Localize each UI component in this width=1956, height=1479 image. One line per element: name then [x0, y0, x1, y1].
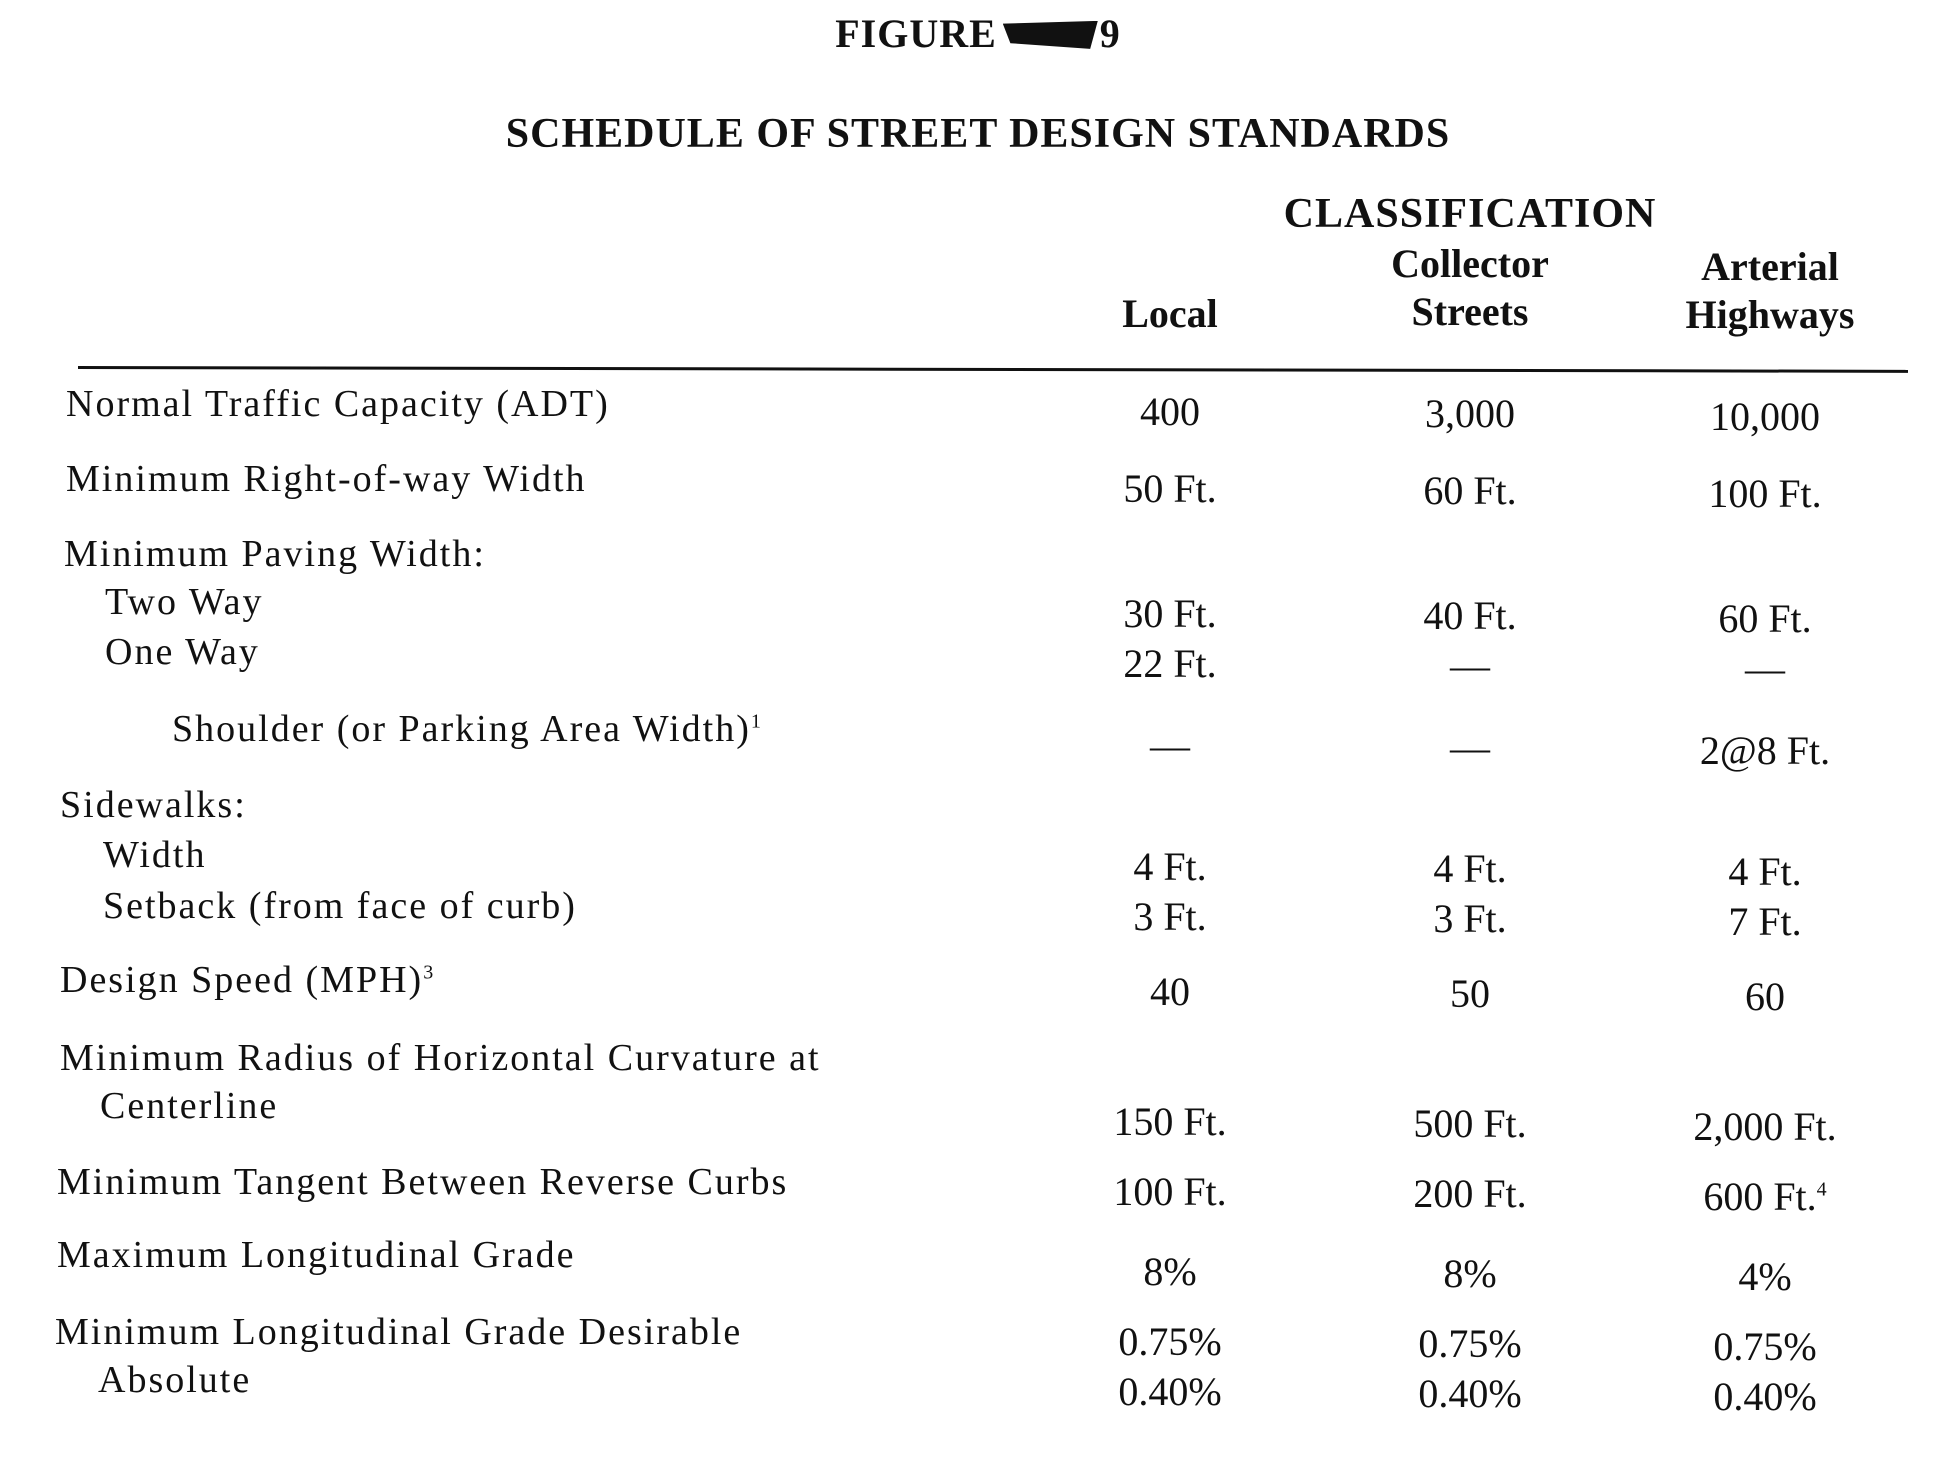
cell-collector: [1320, 970, 1620, 1017]
row-label: [60, 958, 435, 1002]
cell-value: 600 Ft.: [1703, 1174, 1817, 1219]
column-header-arterial: [1620, 243, 1920, 339]
cell-collector: [1320, 1170, 1620, 1217]
cell-collector: [1320, 1250, 1620, 1297]
cell-local: [1020, 1368, 1320, 1415]
cell-local: [1020, 722, 1320, 769]
cell-value: 3 Ft.: [1433, 896, 1507, 941]
cell-value: 0.75%: [1418, 1321, 1522, 1366]
cell-value: 150 Ft.: [1113, 1099, 1227, 1144]
cell-value: 40 Ft.: [1423, 593, 1517, 638]
cell-collector: [1320, 724, 1620, 771]
cell-value: —: [1450, 643, 1490, 688]
cell-collector: [1320, 592, 1620, 639]
row-label-text: Centerline: [100, 1085, 279, 1127]
redaction-mark: [1003, 21, 1098, 49]
column-header-local-line: Local: [1122, 291, 1218, 336]
cell-collector: [1320, 390, 1620, 437]
cell-collector: [1320, 1370, 1620, 1417]
header-divider: [78, 366, 1908, 373]
cell-local: [1020, 1098, 1320, 1145]
cell-value: 30 Ft.: [1123, 591, 1217, 636]
row-label-text: Absolute: [98, 1359, 252, 1401]
cell-local: [1020, 590, 1320, 637]
cell-value: 50 Ft.: [1123, 466, 1217, 511]
row-label: [57, 1233, 575, 1277]
row-label: [57, 1160, 788, 1204]
cell-local: [1020, 1248, 1320, 1295]
row-label: [103, 884, 577, 928]
row-label-text: Minimum Right-of-way Width: [66, 458, 587, 500]
cell-value: —: [1745, 646, 1785, 691]
row-label-text: Two Way: [105, 581, 264, 623]
cell-value: 3,000: [1425, 391, 1515, 436]
cell-value: 8%: [1443, 1251, 1497, 1296]
figure-label: [0, 10, 1956, 57]
cell-arterial: [1615, 1103, 1915, 1150]
cell-value: —: [1450, 725, 1490, 770]
row-label: [172, 707, 763, 751]
cell-value: 100 Ft.: [1708, 471, 1822, 516]
row-label-text: Minimum Radius of Horizontal Curvature at: [60, 1037, 821, 1079]
cell-collector: [1320, 1320, 1620, 1367]
column-header-collector-line-1: Collector: [1391, 241, 1549, 286]
cell-value: 500 Ft.: [1413, 1101, 1527, 1146]
cell-value: 60 Ft.: [1423, 468, 1517, 513]
cell-collector: [1320, 1100, 1620, 1147]
cell-value: 0.75%: [1118, 1319, 1222, 1364]
cell-value: 2,000 Ft.: [1693, 1104, 1837, 1149]
cell-arterial: [1615, 973, 1915, 1020]
row-label: [60, 1036, 821, 1080]
cell-value: 2@8 Ft.: [1699, 728, 1831, 773]
column-header-collector: [1320, 240, 1620, 336]
row-label-text: Maximum Longitudinal Grade: [57, 1234, 576, 1276]
cell-arterial: [1615, 595, 1915, 642]
cell-value: 0.40%: [1713, 1374, 1817, 1419]
cell-value: 8%: [1143, 1249, 1197, 1294]
cell-value: —: [1150, 723, 1190, 768]
cell-arterial: [1615, 470, 1915, 517]
cell-value: 200 Ft.: [1413, 1171, 1527, 1216]
row-label-text: Minimum Longitudinal Grade Desirable: [55, 1311, 743, 1353]
cell-value: 100 Ft.: [1113, 1169, 1227, 1214]
cell-local: [1020, 843, 1320, 890]
cell-value: 22 Ft.: [1123, 641, 1217, 686]
row-label-text: Minimum Tangent Between Reverse Curbs: [57, 1161, 789, 1203]
row-label-text: Minimum Paving Width:: [64, 533, 486, 575]
cell-collector: [1320, 895, 1620, 942]
row-label-text: Sidewalks:: [60, 784, 247, 826]
row-label-text: Design Speed (MPH): [60, 959, 424, 1001]
cell-arterial: [1615, 393, 1915, 440]
cell-value: 60 Ft.: [1718, 596, 1812, 641]
cell-collector: [1320, 845, 1620, 892]
cell-arterial: [1615, 898, 1915, 945]
cell-value: 40: [1150, 969, 1190, 1014]
row-label-text: Setback (from face of curb): [103, 885, 577, 927]
row-label: [105, 630, 260, 674]
row-label: [105, 580, 264, 624]
cell-arterial: [1615, 1173, 1915, 1220]
cell-arterial: [1615, 1373, 1915, 1420]
row-label-text: Shoulder (or Parking Area Width): [172, 708, 751, 750]
cell-value: 4 Ft.: [1133, 844, 1207, 889]
cell-local: [1020, 640, 1320, 687]
cell-local: [1020, 465, 1320, 512]
cell-value: 0.40%: [1418, 1371, 1522, 1416]
figure-number: 9: [1099, 11, 1121, 56]
cell-local: [1020, 1168, 1320, 1215]
cell-arterial: [1615, 848, 1915, 895]
row-label: [66, 457, 587, 501]
cell-arterial: [1615, 645, 1915, 692]
row-label-text: Width: [103, 834, 207, 876]
cell-value: 0.75%: [1713, 1324, 1817, 1369]
figure-label-text: FIGURE: [835, 11, 997, 56]
cell-value: 400: [1140, 389, 1200, 434]
cell-value: 0.40%: [1118, 1369, 1222, 1414]
cell-collector: [1320, 467, 1620, 514]
row-label-text: One Way: [105, 631, 260, 673]
cell-value: 4%: [1738, 1254, 1792, 1299]
row-label: [100, 1084, 278, 1128]
footnote-marker: 1: [750, 710, 763, 733]
cell-collector: [1320, 642, 1620, 689]
cell-value: 4 Ft.: [1433, 846, 1507, 891]
row-label: [66, 382, 610, 426]
cell-value: 50: [1450, 971, 1490, 1016]
cell-value: 4 Ft.: [1728, 849, 1802, 894]
row-label: [103, 833, 206, 877]
cell-arterial: [1615, 727, 1915, 774]
cell-local: [1020, 1318, 1320, 1365]
column-header-collector-line-2: Streets: [1411, 289, 1529, 334]
cell-value: 60: [1745, 974, 1785, 1019]
cell-value: 10,000: [1710, 394, 1820, 439]
column-header-arterial-line-1: Arterial: [1701, 244, 1839, 289]
cell-value: 7 Ft.: [1728, 899, 1802, 944]
cell-local: [1020, 388, 1320, 435]
row-label-text: Normal Traffic Capacity (ADT): [66, 383, 610, 425]
column-header-arterial-line-2: Highways: [1685, 292, 1855, 337]
cell-arterial: [1615, 1253, 1915, 1300]
cell-local: [1020, 893, 1320, 940]
column-header-local: [1020, 290, 1320, 338]
row-label: [60, 783, 247, 827]
cell-arterial: [1615, 1323, 1915, 1370]
row-label: [98, 1358, 251, 1402]
page-title: SCHEDULE OF STREET DESIGN STANDARDS: [505, 111, 1451, 157]
row-label: [55, 1310, 742, 1354]
cell-local: [1020, 968, 1320, 1015]
row-label: [64, 532, 486, 576]
footnote-marker: 4: [1816, 1178, 1827, 1201]
classification-heading: CLASSIFICATION: [1283, 191, 1657, 237]
cell-value: 3 Ft.: [1133, 894, 1207, 939]
footnote-marker: 3: [423, 961, 436, 984]
